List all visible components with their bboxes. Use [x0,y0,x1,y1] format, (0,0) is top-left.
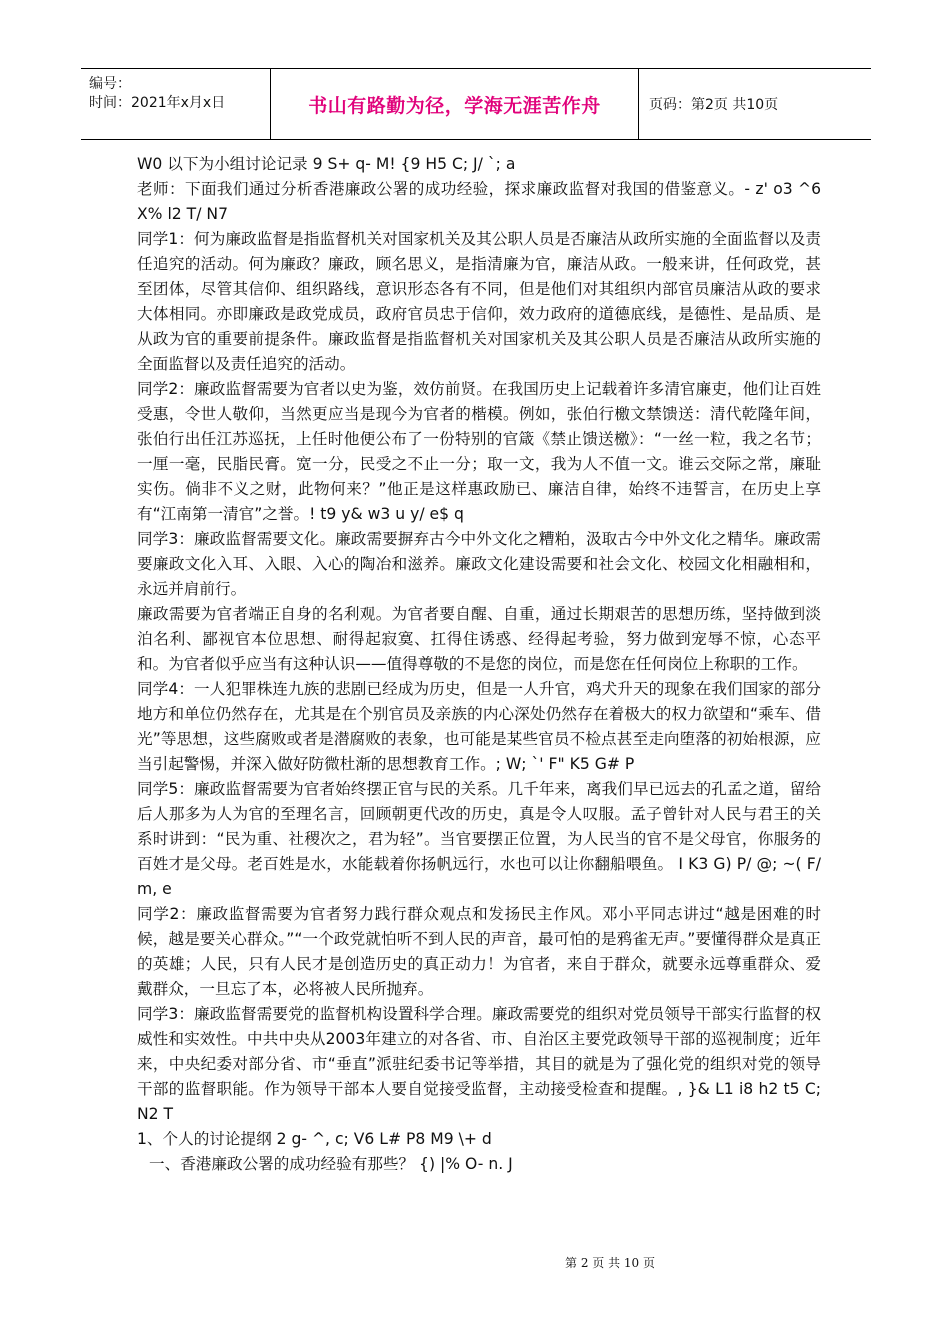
paragraph: 同学1：何为廉政监督是指监督机关对国家机关及其公职人员是否廉洁从政所实施的全面监督以及责任追究的活动。何为廉政？廉政，顾名思义，是指清廉为官，廉洁从政。一般来讲，任何政党，甚至团体，尽管其信仰、组织路线，意识形态各有不同，但是他们对其组织内部官员廉洁从政的要求大体相同。亦即廉政是政党成员，政府官员忠于信仰，效力政府的道德底线，是德性、是品质、是从政为官的重要前提条件。廉政监督是指监督机关对国家机关及其公职人员是否廉洁从政所实施的全面监督以及责任追究的活动。 [137,230,821,373]
paragraph: 廉政需要为官者端正自身的名利观。为官者要自醒、自重，通过长期艰苦的思想历练，坚持做到淡泊名利、鄙视官本位思想、耐得起寂寞、扛得住诱惑、经得起考验，努力做到宠辱不惊，心态平和。为官者似乎应当有这种认识——值得尊敬的不是您的岗位，而是您在任何岗位上称职的工作。 [137,605,821,673]
section-heading: 一、香港廉政公署的成功经验有那些？ {) |% O- n. J [149,1155,513,1173]
header-motto: 书山有路勤为径，学海无涯苦作舟 [271,69,639,139]
page-header [81,68,871,140]
doc-date-label: 时间：2021年x月x日 [89,95,226,111]
paragraph: 同学3：廉政监督需要文化。廉政需要摒弃古今中外文化之糟粕，汲取古今中外文化之精华。廉政需要廉政文化入耳、入眼、入心的陶冶和滋养。廉政文化建设需要和社会文化、校园文化相融相和，永远并肩前行。 [137,530,821,598]
header-page-code: 页码：第2页 共10页 [649,97,779,113]
doc-number-label: 编号： [89,76,131,92]
paragraph: 同学4：一人犯罪株连九族的悲剧已经成为历史，但是一人升官，鸡犬升天的现象在我们国家的部分地方和单位仍然存在，尤其是在个别官员及亲族的内心深处仍然存在着极大的权力欲望和“乘车、借光”等思想，这些腐败或者是潜腐败的表象，也可能是某些官员不检点甚至走向堕落的初始根源，应当引起警惕，并深入做好防微杜渐的思想教育工作。; W; `' F" K5 G# P [137,680,821,773]
paragraph: 同学3：廉政监督需要党的监督机构设置科学合理。廉政需要党的组织对党员领导干部实行监督的权威性和实效性。中共中央从2003年建立的对各省、市、自治区主要党政领导干部的巡视制度；近年来，中央纪委对部分省、市“垂直”派驻纪委书记等举措，其目的就是为了强化党的组织对党的领导干部的监督职能。作为领导干部本人要自觉接受监督，主动接受检查和提醒。, }& L1 i8 h2 t5 C; N2 T [137,1005,821,1123]
paragraph: 同学2：廉政监督需要为官者努力践行群众观点和发扬民主作风。邓小平同志讲过“越是困难的时候，越是要关心群众。”“一个政党就怕听不到人民的声音，最可怕的是鸦雀无声。”要懂得群众是真正的英雄；人民，只有人民才是创造历史的真正动力！为官者，来自于群众，就要永远尊重群众、爱戴群众，一旦忘了本，必将被人民所抛弃。 [137,905,821,998]
paragraph: 同学2：廉政监督需要为官者以史为鉴，效仿前贤。在我国历史上记载着许多清官廉吏，他们让百姓受惠，令世人敬仰，当然更应当是现今为官者的楷模。例如，张伯行檄文禁馈送：清代乾隆年间，张伯行出任江苏巡抚，上任时他便公布了一份特别的官箴《禁止馈送檄》：“一丝一粒，我之名节；一厘一毫，民脂民膏。宽一分，民受之不止一分；取一文，我为人不值一文。谁云交际之常，廉耻实伤。倘非不义之财，此物何来？”他正是这样惠政励已、廉洁自律，始终不违誓言，在历史上享有“江南第一清官”之誉。! t9 y& w3 u y/ e$ q [137,380,821,523]
page-footer: 第 2 页 共 10 页 [565,1256,655,1270]
paragraph: 同学5：廉政监督需要为官者始终摆正官与民的关系。几千年来，离我们早已远去的孔孟之道，留给后人那多为人为官的至理名言，回顾朝更代改的历史，真是令人叹服。孟子曾针对人民与君王的关系时讲到：“民为重、社稷次之，君为轻”。当官要摆正位置，为人民当的官不是父母官，你服务的百姓才是父母。老百姓是水，水能载着你扬帆远行，水也可以让你翻船喂鱼。 I K3 G) P/ @; ~( F/ m, e [137,780,821,898]
paragraph: W0 以下为小组讨论记录 9 S+ q- M! {9 H5 C; J/ `; a [137,155,516,173]
paragraph: 老师：下面我们通过分析香港廉政公署的成功经验，探求廉政监督对我国的借鉴意义。- z' o3 ^6 X% l2 T/ N7 [137,180,821,223]
document-body [137,152,821,1177]
paragraph: 1、个人的讨论提纲 2 g- ^, c; V6 L# P8 M9 \+ d [137,1130,492,1148]
header-meta [81,69,271,139]
